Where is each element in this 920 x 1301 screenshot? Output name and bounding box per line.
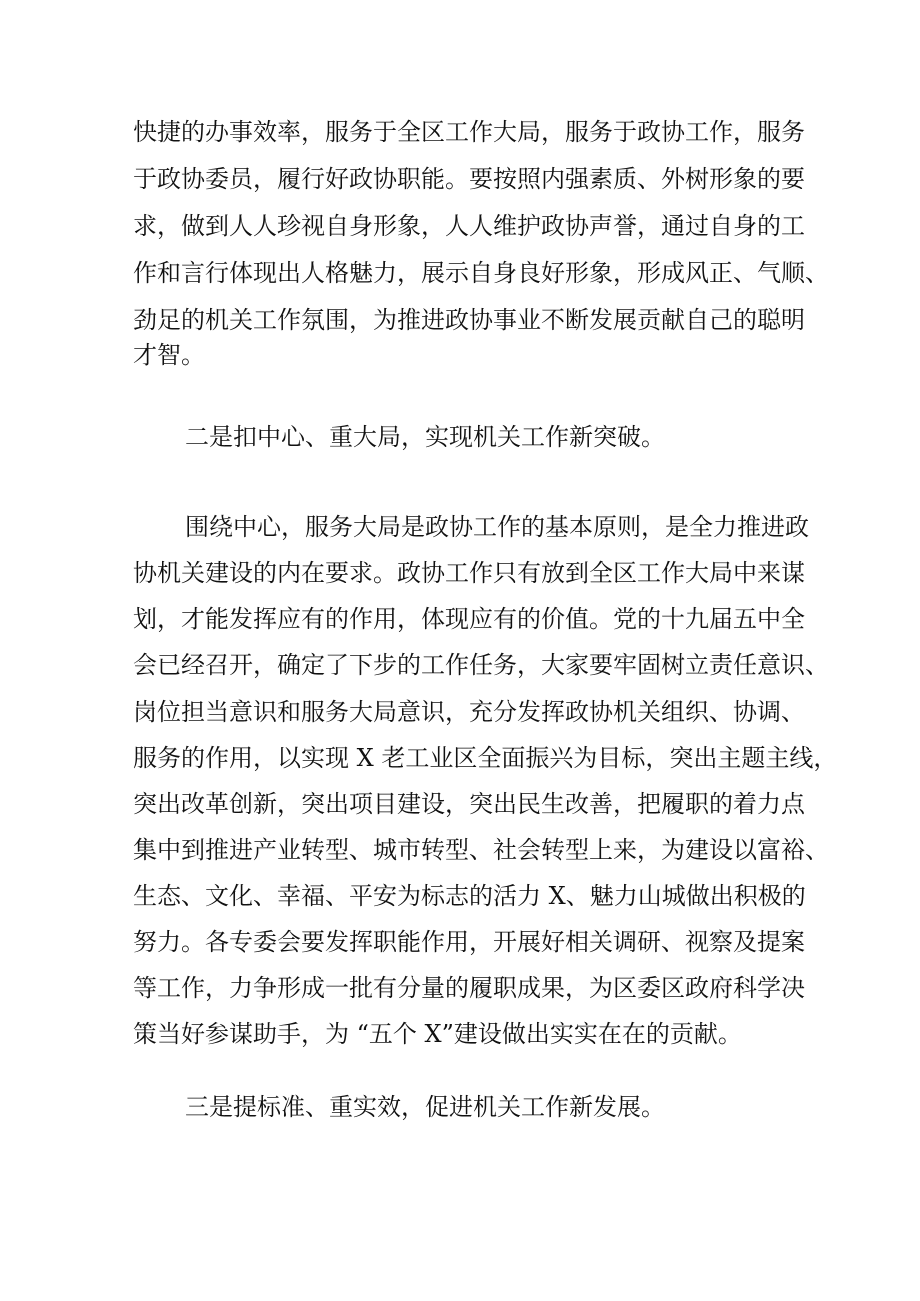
paragraph-1-line-4: 作和言行体现出人格魅力，展示自身良好形象，形成风正、气顺、 [133,259,829,287]
paragraph-2-line-7: 突出改革创新，突出项目建设，突出民生改善，把履职的着力点 [133,790,805,818]
paragraph-2-line-9: 生态、文化、幸福、平安为标志的活力 X、魅力山城做出积极的 [133,882,806,910]
paragraph-2-line-8: 集中到推进产业转型、城市转型、社会转型上来，为建设以富裕、 [133,836,829,864]
section-heading-3-text: 三是提标准、重实效，促进机关工作新发展。 [185,1093,665,1121]
paragraph-2-line-4: 会已经召开，确定了下步的工作任务，大家要牢固树立责任意识、 [133,651,829,679]
paragraph-2-line-2: 协机关建设的内在要求。政协工作只有放到全区工作大局中来谋 [133,559,805,587]
paragraph-1-line-3: 求，做到人人珍视自身形象，人人维护政协声誉，通过自身的工 [133,212,805,240]
paragraph-2-line-10: 努力。各专委会要发挥职能作用，开展好相关调研、视察及提案 [133,928,805,956]
paragraph-1-line-5: 劲足的机关工作氛围，为推进政协事业不断发展贡献自己的聪明 [133,306,805,334]
paragraph-2-line-5: 岗位担当意识和服务大局意识，充分发挥政协机关组织、协调、 [133,698,805,726]
paragraph-2-line-6: 服务的作用，以实现 X 老工业区全面振兴为目标，突出主题主线， [133,744,838,772]
paragraph-1-line-1: 快捷的办事效率，服务于全区工作大局，服务于政协工作，服务 [133,118,805,146]
section-heading-2-text: 二是扣中心、重大局，实现机关工作新突破。 [185,423,665,451]
paragraph-2-line-12: 策当好参谋助手，为 “五个 X”建设做出实实在在的贡献。 [133,1020,742,1048]
paragraph-1-line-6: 才智。 [133,341,205,369]
paragraph-2-line-3: 划，才能发挥应有的作用，体现应有的价值。党的十九届五中全 [133,605,805,633]
paragraph-2-line-11: 等工作，力争形成一批有分量的履职成果，为区委区政府科学决 [133,974,805,1002]
paragraph-1-line-2: 于政协委员，履行好政协职能。要按照内强素质、外树形象的要 [133,165,805,193]
paragraph-2-line-1: 围绕中心，服务大局是政协工作的基本原则，是全力推进政 [185,513,809,541]
